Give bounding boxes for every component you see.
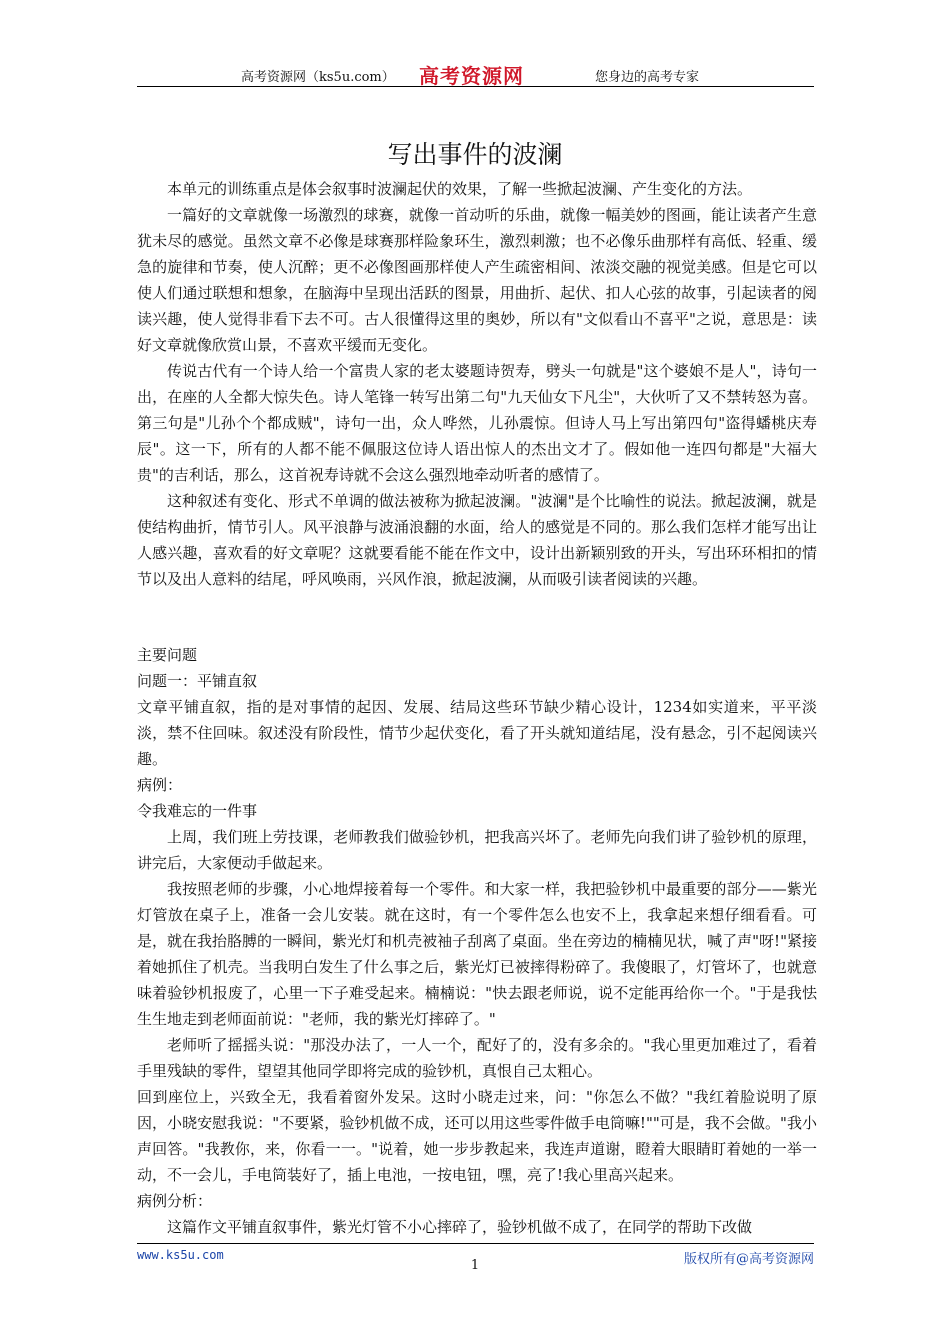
example-paragraph: 老师听了摇摇头说："那没办法了，一人一个，配好了的，没有多余的。"我心里更加难过了，看着手里残缺的零件，望望其他同学即将完成的验钞机，真恨自己太粗心。 — [137, 1036, 817, 1080]
intro-paragraph: 本单元的训练重点是体会叙事时波澜起伏的效果，了解一些掀起波澜、产生变化的方法。 — [167, 180, 753, 198]
header-logo: 高考资源网 — [419, 64, 524, 88]
page-header — [137, 60, 814, 87]
section-heading: 主要问题 — [137, 646, 198, 664]
intro-paragraph: 一篇好的文章就像一场激烈的球赛，就像一首动听的乐曲，就像一幅美妙的图画，能让读者产生意犹未尽的感觉。虽然文章不必像是球赛那样险象环生，激烈刺激；也不必像乐曲那样有高低、轻重、缓急的旋律和节奏，使人沉醉；更不必像图画那样使人产生疏密相间、浓淡交融的视觉美感。但是它可以使人们通过联想和想象，在脑海中呈现出活跃的图景，用曲折、起伏、扣人心弦的故事，引起读者的阅读兴趣，使人觉得非看下去不可。古人很懂得这里的奥妙，所以有"文似看山不喜平"之说，意思是：读好文章就像欣赏山景，不喜欢平缓而无变化。 — [137, 206, 817, 354]
page-footer — [137, 1243, 814, 1267]
problem-text: 文章平铺直叙，指的是对事情的起因、发展、结局这些环节缺少精心设计，1234如实道来，平平淡淡，禁不住回味。叙述没有阶段性，情节少起伏变化，看了开头就知道结尾，没有悬念，引不起阅读兴趣。 — [137, 698, 817, 768]
footer-site-link[interactable]: www.ks5u.com — [137, 1248, 224, 1262]
example-paragraph: 上周，我们班上劳技课，老师教我们做验钞机，把我高兴坏了。老师先向我们讲了验钞机的原理，讲完后，大家便动手做起来。 — [137, 828, 817, 872]
analysis-label: 病例分析： — [137, 1192, 213, 1210]
example-label: 病例： — [137, 776, 183, 794]
header-site-name: 高考资源网（ks5u.com） — [241, 70, 395, 85]
section-gap — [137, 592, 817, 642]
problem-title: 问题一：平铺直叙 — [137, 672, 258, 690]
example-title: 令我难忘的一件事 — [137, 802, 258, 820]
example-paragraph: 回到座位上，兴致全无，我看着窗外发呆。这时小晓走过来，问："你怎么不做？"我红着脸说明了原因，小晓安慰我说："不要紧，验钞机做不成，还可以用这些零件做手电筒嘛!""可是，我不会做。"我小声回答。"我教你，来，你看一一。"说着，她一步步教起来，我连声道谢，瞪着大眼睛盯着她的一举一动，不一会儿，手电筒装好了，插上电池，一按电钮，嘿，亮了!我心里高兴起来。 — [137, 1088, 817, 1184]
analysis-text: 这篇作文平铺直叙事件，紫光灯管不小心摔碎了，验钞机做不成了，在同学的帮助下改做 — [167, 1218, 753, 1236]
page-number: 1 — [470, 1258, 480, 1273]
header-slogan: 您身边的高考专家 — [595, 70, 700, 85]
intro-paragraph: 传说古代有一个诗人给一个富贵人家的老太婆题诗贺寿，劈头一句就是"这个婆娘不是人"，诗句一出，在座的人全都大惊失色。诗人笔锋一转写出第二句"九天仙女下凡尘"，大伙听了又不禁转怒为喜。第三句是"儿孙个个都成贼"，诗句一出，众人哗然，儿孙震惊。但诗人马上写出第四句"盗得蟠桃庆寿辰"。这一下，所有的人都不能不佩服这位诗人语出惊人的杰出文才了。假如他一连四句都是"大福大贵"的吉利话，那么，这首祝寿诗就不会这么强烈地牵动听者的感情了。 — [137, 362, 817, 484]
example-paragraph: 我按照老师的步骤，小心地焊接着每一个零件。和大家一样，我把验钞机中最重要的部分——紫光灯管放在桌子上，准备一会儿安装。就在这时，有一个零件怎么也安不上，我拿起来想仔细看看。可是，就在我抬胳膊的一瞬间，紫光灯和机壳被袖子刮离了桌面。坐在旁边的楠楠见状，喊了声"呀!"紧接着她抓住了机壳。当我明白发生了什么事之后，紫光灯已被摔得粉碎了。我傻眼了，灯管坏了，也就意味着验钞机报废了，心里一下子难受起来。楠楠说："快去跟老师说，说不定能再给你一个。"于是我怯生生地走到老师面前说："老师，我的紫光灯摔碎了。" — [137, 880, 817, 1028]
intro-paragraph: 这种叙述有变化、形式不单调的做法被称为掀起波澜。"波澜"是个比喻性的说法。掀起波澜，就是使结构曲折，情节引人。风平浪静与波涌浪翻的水面，给人的感觉是不同的。那么我们怎样才能写出让人感兴趣，喜欢看的好文章呢？这就要看能不能在作文中，设计出新颖别致的开头，写出环环相扣的情节以及出人意料的结尾，呼风唤雨，兴风作浪，掀起波澜，从而吸引读者阅读的兴趣。 — [137, 492, 817, 588]
document-body — [137, 176, 817, 1240]
footer-copyright: 版权所有@高考资源网 — [683, 1252, 814, 1267]
document-title: 写出事件的波澜 — [387, 140, 563, 169]
